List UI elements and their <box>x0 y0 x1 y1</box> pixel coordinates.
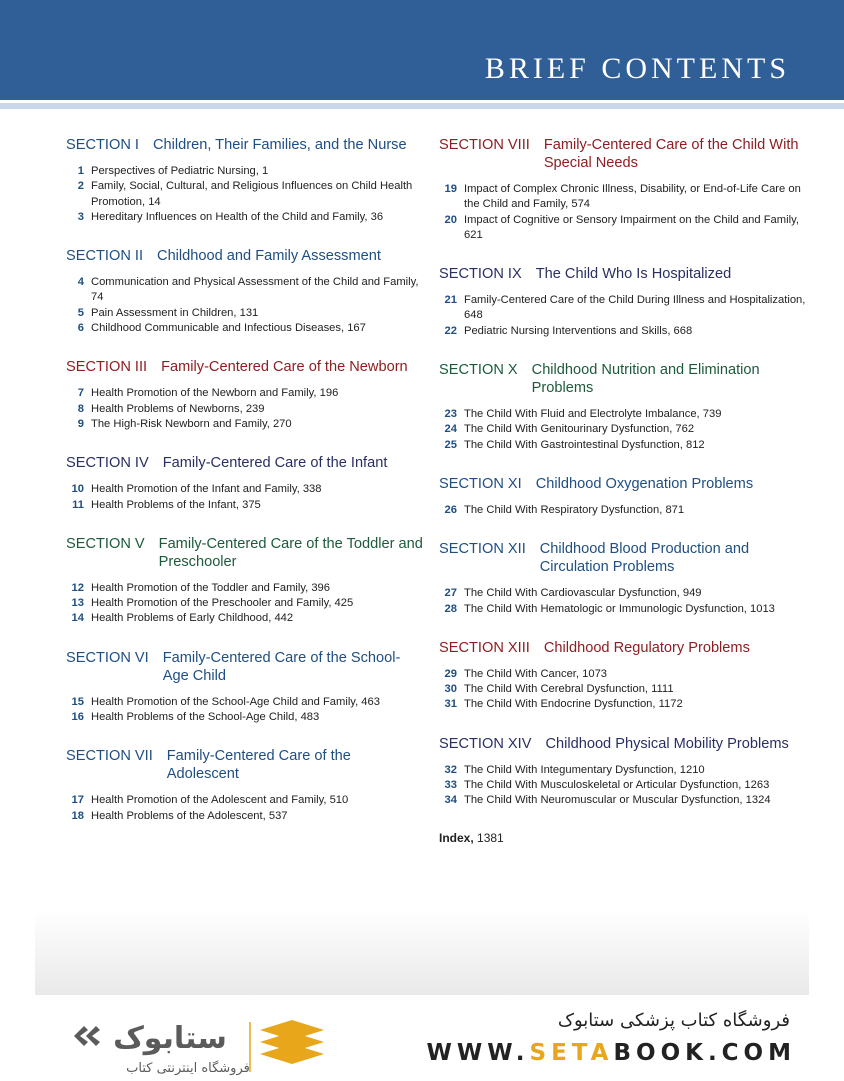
chapter-title: The Child With Cancer, 1073 <box>464 667 608 680</box>
chapter-title: Family, Social, Cultural, and Religious Influences on Child Health Promotion, 14 <box>91 180 413 208</box>
chapter-entry[interactable] <box>439 407 809 422</box>
chapter-title: Health Problems of the Infant, 375 <box>91 498 261 511</box>
contents-section <box>439 136 809 243</box>
section-title: Childhood Oxygenation Problems <box>535 475 754 492</box>
section-title: Family-Centered Care of the Newborn <box>161 359 408 376</box>
chapter-title: Communication and Physical Assessment of the Child and Family, 74 <box>91 276 419 304</box>
section-label: SECTION X <box>439 362 518 379</box>
setabook-logo[interactable] <box>70 1018 330 1076</box>
chevron-left-icon <box>74 1026 88 1046</box>
section-label: SECTION XIV <box>439 735 532 752</box>
chapter-number: 30 <box>444 683 457 696</box>
contents-section <box>66 454 426 513</box>
section-title: Childhood Nutrition and Elimination Problems <box>531 362 760 397</box>
section-heading[interactable] <box>66 247 426 265</box>
chapter-entry[interactable] <box>66 581 426 596</box>
chapter-number: 20 <box>444 213 457 226</box>
section-label: SECTION I <box>66 137 139 153</box>
chapter-title: Impact of Complex Chronic Illness, Disability, or End-of-Life Care on the Child and Family, 574 <box>464 183 801 211</box>
chapter-title: Family-Centered Care of the Child During Illness and Hospitalization, 648 <box>464 294 806 322</box>
chapter-number: 4 <box>77 276 84 289</box>
chapter-entry[interactable] <box>439 682 809 697</box>
chapter-number: 1 <box>77 165 84 177</box>
chapter-number: 32 <box>444 763 457 776</box>
section-title: Childhood Regulatory Problems <box>543 639 750 656</box>
contents-section <box>66 535 426 627</box>
chapter-entry[interactable] <box>66 695 426 710</box>
index-page: 1381 <box>477 830 504 845</box>
shop-name: فروشگاه کتاب پزشکی ستابوک <box>557 1010 790 1031</box>
chapter-title: The Child With Cardiovascular Dysfunction, 949 <box>464 587 702 600</box>
section-title: Family-Centered Care of the School-Age Child <box>162 649 401 684</box>
chapter-entry[interactable] <box>66 482 426 497</box>
section-label: SECTION V <box>66 535 145 552</box>
chapter-entry[interactable] <box>439 213 809 244</box>
chapter-title: Health Problems of Newborns, 239 <box>91 402 265 415</box>
chapter-title: Health Promotion of the Preschooler and Family, 425 <box>91 597 354 610</box>
chapter-entry[interactable] <box>439 438 809 453</box>
chapter-number: 24 <box>444 423 457 436</box>
chapter-title: Health Problems of Early Childhood, 442 <box>91 612 294 625</box>
section-heading[interactable] <box>66 535 426 571</box>
chapter-number: 18 <box>71 809 84 822</box>
chapter-entry[interactable] <box>66 321 426 336</box>
chapter-entry[interactable] <box>66 275 426 306</box>
chapter-title: Health Problems of the Adolescent, 537 <box>91 809 288 822</box>
section-label: SECTION II <box>66 248 144 265</box>
chapter-entry[interactable] <box>439 422 809 437</box>
section-heading[interactable] <box>439 136 809 172</box>
chapter-number: 6 <box>77 322 84 335</box>
chapter-number: 16 <box>71 711 84 724</box>
header-divider <box>0 103 844 109</box>
chapter-title: The Child With Integumentary Dysfunction, 1210 <box>464 763 705 776</box>
chapter-number: 25 <box>444 438 457 451</box>
chapter-title: The Child With Neuromuscular or Muscular Dysfunction, 1324 <box>464 794 771 807</box>
chapter-title: Health Promotion of the Infant and Family, 338 <box>91 483 322 496</box>
chapter-title: Pain Assessment in Children, 131 <box>91 306 259 319</box>
page-title: BRIEF CONTENTS <box>484 52 790 85</box>
chapter-title: Childhood Communicable and Infectious Diseases, 167 <box>91 322 366 335</box>
chapter-title: The Child With Hematologic or Immunologic Dysfunction, 1013 <box>464 602 775 615</box>
chapter-title: The Child With Endocrine Dysfunction, 1172 <box>464 698 683 711</box>
chapter-title: The Child With Fluid and Electrolyte Imbalance, 739 <box>464 408 722 421</box>
chapter-number: 19 <box>444 183 457 195</box>
contents-section <box>439 735 809 809</box>
chapter-number: 13 <box>71 597 84 610</box>
chapter-number: 17 <box>71 794 84 807</box>
chapter-number: 8 <box>77 402 84 415</box>
chapter-number: 28 <box>444 602 457 615</box>
chapter-number: 2 <box>77 180 84 193</box>
chapter-entry[interactable] <box>66 386 426 401</box>
section-heading[interactable] <box>66 358 426 376</box>
section-heading[interactable] <box>439 540 809 576</box>
chapter-number: 11 <box>72 498 84 511</box>
chapter-title: Impact of Cognitive or Sensory Impairment on the Child and Family, 621 <box>464 213 799 241</box>
chapter-entry[interactable] <box>439 602 809 617</box>
section-label: SECTION XIII <box>439 639 530 656</box>
url-suffix: BOOK.COM <box>613 1040 796 1066</box>
chapter-number: 29 <box>444 667 457 680</box>
chapter-entry[interactable] <box>66 306 426 321</box>
section-title: Childhood Blood Production and Circulation Problems <box>539 541 750 576</box>
page-bottom-fade <box>35 910 809 995</box>
chapter-entry[interactable] <box>439 293 809 324</box>
chapter-title: The Child With Gastrointestinal Dysfunction, 812 <box>464 438 705 451</box>
section-heading[interactable] <box>66 454 426 472</box>
section-heading[interactable] <box>439 361 809 397</box>
chapter-number: 27 <box>444 587 457 600</box>
chapter-number: 7 <box>77 387 84 400</box>
chapter-entry[interactable] <box>66 809 426 824</box>
section-title: Family-Centered Care of the Child With Special Needs <box>543 137 799 171</box>
url-prefix: WWW. <box>426 1040 530 1066</box>
logo-wordmark: ستابوک <box>113 1021 227 1056</box>
chapter-title: Pediatric Nursing Interventions and Skills, 668 <box>464 324 693 337</box>
section-label: SECTION VII <box>66 748 153 765</box>
chapter-entry[interactable] <box>439 667 809 682</box>
section-title: Children, Their Families, and the Nurse <box>152 137 407 153</box>
url-accent: SETA <box>529 1040 614 1066</box>
chapter-entry[interactable] <box>439 586 809 601</box>
section-title: Family-Centered Care of the Infant <box>162 455 388 472</box>
contents-left-column <box>66 136 426 846</box>
chapter-entry[interactable] <box>439 324 809 339</box>
section-heading[interactable] <box>66 136 426 154</box>
chapter-title: Health Promotion of the Newborn and Family, 196 <box>91 387 339 400</box>
chapter-number: 12 <box>71 581 84 594</box>
chapter-number: 5 <box>77 306 84 319</box>
section-label: SECTION III <box>66 359 148 376</box>
contents-section <box>439 540 809 617</box>
chapter-title: The High-Risk Newborn and Family, 270 <box>91 417 292 430</box>
chapter-title: Health Promotion of the School-Age Child and Family, 463 <box>91 695 380 708</box>
chapter-number: 23 <box>444 408 457 421</box>
section-title: Childhood Physical Mobility Problems <box>545 735 789 752</box>
setabook-logo-graphic <box>70 1018 330 1076</box>
section-label: SECTION XII <box>439 541 526 558</box>
section-label: SECTION VIII <box>439 137 530 153</box>
chapter-entry[interactable] <box>66 402 426 417</box>
section-heading[interactable] <box>66 649 426 685</box>
chapter-number: 10 <box>71 483 84 496</box>
chapter-entry[interactable] <box>66 164 426 179</box>
chapter-title: The Child With Respiratory Dysfunction, 871 <box>464 503 685 516</box>
chapter-number: 3 <box>77 210 84 223</box>
index-label: Index, <box>439 830 474 845</box>
chapter-entry[interactable] <box>66 596 426 611</box>
section-heading[interactable] <box>439 735 809 753</box>
chapter-number: 21 <box>444 294 457 307</box>
section-title: The Child Who Is Hospitalized <box>535 266 732 283</box>
chapter-entry[interactable] <box>66 611 426 626</box>
chapter-number: 33 <box>444 779 457 792</box>
chapter-entry[interactable] <box>439 763 809 778</box>
chapter-entry[interactable] <box>439 697 809 712</box>
contents-section <box>66 358 426 432</box>
chapter-title: Perspectives of Pediatric Nursing, 1 <box>91 165 269 177</box>
section-label: SECTION VI <box>66 649 149 666</box>
chapter-title: Health Promotion of the Adolescent and Family, 510 <box>91 794 349 807</box>
contents-section <box>439 639 809 713</box>
section-title: Family-Centered Care of the Adolescent <box>166 748 351 783</box>
contents-section <box>66 247 426 336</box>
chapter-entry[interactable] <box>66 793 426 808</box>
chapter-title: The Child With Cerebral Dysfunction, 1111 <box>464 683 674 696</box>
chapter-title: The Child With Musculoskeletal or Articular Dysfunction, 1263 <box>464 779 770 792</box>
contents-section <box>66 747 426 824</box>
contents-right-column <box>439 136 809 845</box>
chapter-entry[interactable] <box>439 793 809 808</box>
chapter-number: 9 <box>77 417 84 430</box>
chapter-entry[interactable] <box>66 417 426 432</box>
chapter-number: 22 <box>444 324 457 337</box>
chapter-number: 14 <box>71 612 84 625</box>
chapter-number: 26 <box>444 503 457 516</box>
chapter-number: 34 <box>444 794 457 807</box>
book-stack-icon <box>260 1020 324 1064</box>
chapter-title: Health Problems of the School-Age Child, 483 <box>91 711 320 724</box>
chapter-entry[interactable] <box>439 778 809 793</box>
section-title: Family-Centered Care of the Toddler and Preschooler <box>158 535 423 570</box>
section-label: SECTION IV <box>66 455 149 472</box>
contents-section <box>439 265 809 339</box>
chapter-title: The Child With Genitourinary Dysfunction, 762 <box>464 423 695 436</box>
section-heading[interactable] <box>439 475 809 493</box>
index-entry[interactable] <box>439 831 809 845</box>
chapter-entry[interactable] <box>66 179 426 210</box>
contents-section <box>66 649 426 726</box>
chapter-number: 15 <box>71 695 84 708</box>
chapter-title: Health Promotion of the Toddler and Family, 396 <box>91 581 331 594</box>
section-heading[interactable] <box>66 747 426 783</box>
chapter-entry[interactable] <box>439 503 809 518</box>
chapter-entry[interactable] <box>439 182 809 213</box>
chevron-left-icon <box>86 1026 100 1046</box>
contents-section <box>439 475 809 518</box>
chapter-entry[interactable] <box>66 710 426 725</box>
section-label: SECTION XI <box>439 475 522 492</box>
section-heading[interactable] <box>439 265 809 283</box>
section-title: Childhood and Family Assessment <box>157 248 381 265</box>
chapter-number: 31 <box>444 698 457 711</box>
logo-subtitle: فروشگاه اینترنتی کتاب <box>126 1061 250 1076</box>
contents-section <box>66 136 426 225</box>
section-heading[interactable] <box>439 639 809 657</box>
website-url[interactable] <box>427 1040 796 1066</box>
contents-section <box>439 361 809 453</box>
chapter-entry[interactable] <box>66 210 426 225</box>
chapter-entry[interactable] <box>66 498 426 513</box>
chapter-title: Hereditary Influences on Health of the Child and Family, 36 <box>91 210 384 223</box>
section-label: SECTION IX <box>439 266 522 283</box>
